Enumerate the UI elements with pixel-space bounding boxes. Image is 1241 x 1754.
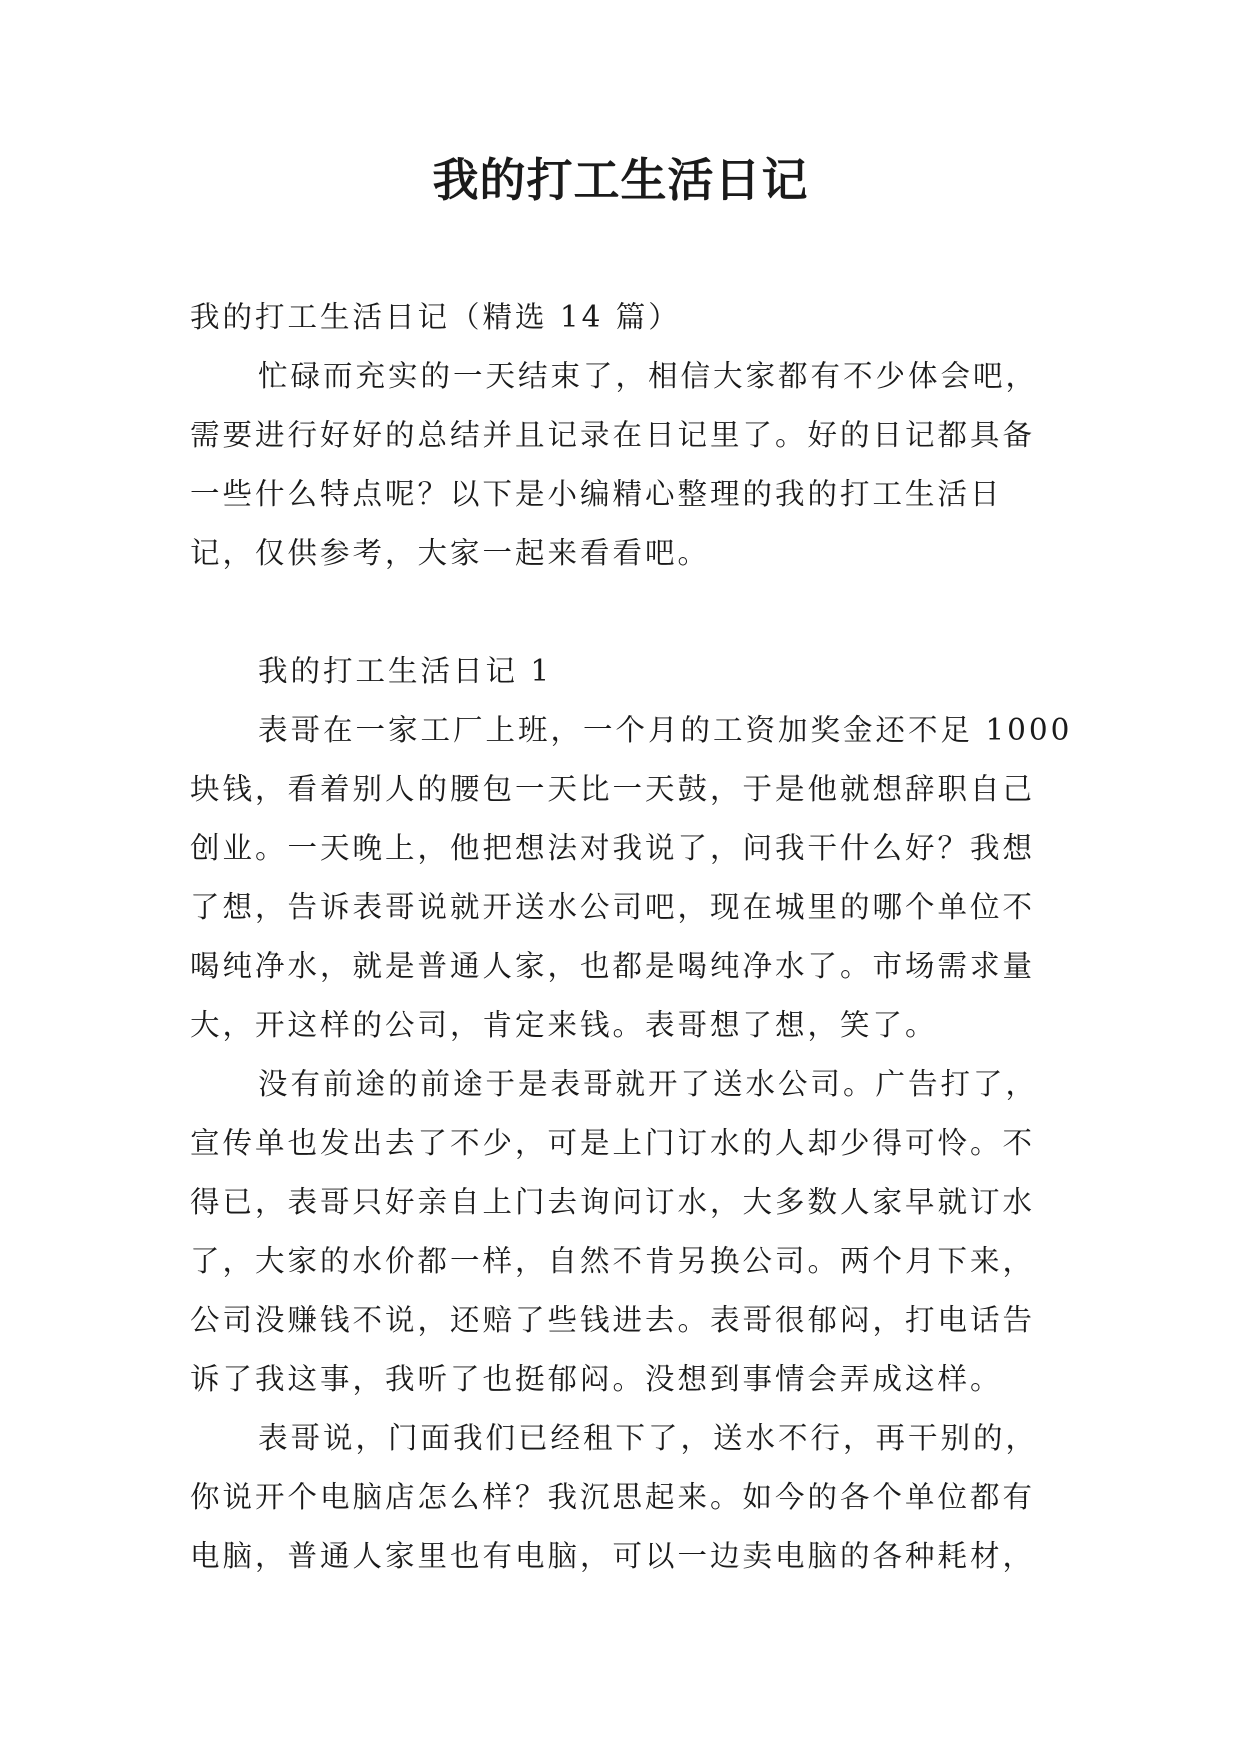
intro-line: 记，仅供参考，大家一起来看看吧。 xyxy=(190,536,711,570)
document-title: 我的打工生活日记 xyxy=(432,153,809,207)
paragraph-line: 表哥说，门面我们已经租下了，送水不行，再干别的， xyxy=(258,1421,1039,1455)
intro-paragraph xyxy=(190,347,1060,583)
paragraph-line: 表哥在一家工厂上班，一个月的工资加奖金还不足 1000 xyxy=(258,713,1073,747)
paragraph-line: 公司没赚钱不说，还赔了些钱进去。表哥很郁闷，打电话告 xyxy=(190,1303,1036,1337)
paragraph-line: 大，开这样的公司，肯定来钱。表哥想了想，笑了。 xyxy=(190,1008,938,1042)
paragraph-line: 了想，告诉表哥说就开送水公司吧，现在城里的哪个单位不 xyxy=(190,890,1036,924)
paragraph-line: 块钱，看着别人的腰包一天比一天鼓，于是他就想辞职自己 xyxy=(190,772,1036,806)
section-heading-text: 我的打工生活日记 1 xyxy=(258,654,553,688)
section-body xyxy=(190,701,1073,1586)
subtitle-line: 我的打工生活日记（精选 14 篇） xyxy=(190,300,681,334)
paragraph-line: 喝纯净水，就是普通人家，也都是喝纯净水了。市场需求量 xyxy=(190,949,1036,983)
paragraph-line: 了，大家的水价都一样，自然不肯另换公司。两个月下来， xyxy=(190,1244,1036,1278)
paragraph-line: 你说开个电脑店怎么样？我沉思起来。如今的各个单位都有 xyxy=(190,1480,1036,1514)
intro-line: 忙碌而充实的一天结束了，相信大家都有不少体会吧， xyxy=(258,359,1039,393)
paragraph-line: 电脑，普通人家里也有电脑，可以一边卖电脑的各种耗材， xyxy=(190,1539,1036,1573)
intro-line: 一些什么特点呢？以下是小编精心整理的我的打工生活日 xyxy=(190,477,1003,511)
paragraph-line: 没有前途的前途于是表哥就开了送水公司。广告打了， xyxy=(258,1067,1039,1101)
paragraph-line: 宣传单也发出去了不少，可是上门订水的人却少得可怜。不 xyxy=(190,1126,1036,1160)
intro-line: 需要进行好好的总结并且记录在日记里了。好的日记都具备 xyxy=(190,418,1036,452)
paragraph-line: 诉了我这事，我听了也挺郁闷。没想到事情会弄成这样。 xyxy=(190,1362,1003,1396)
paragraph-line: 得已，表哥只好亲自上门去询问订水，大多数人家早就订水 xyxy=(190,1185,1036,1219)
paragraph-line: 创业。一天晚上，他把想法对我说了，问我干什么好？我想 xyxy=(190,831,1036,865)
section-heading xyxy=(190,642,1060,701)
document-subtitle xyxy=(190,288,1060,347)
